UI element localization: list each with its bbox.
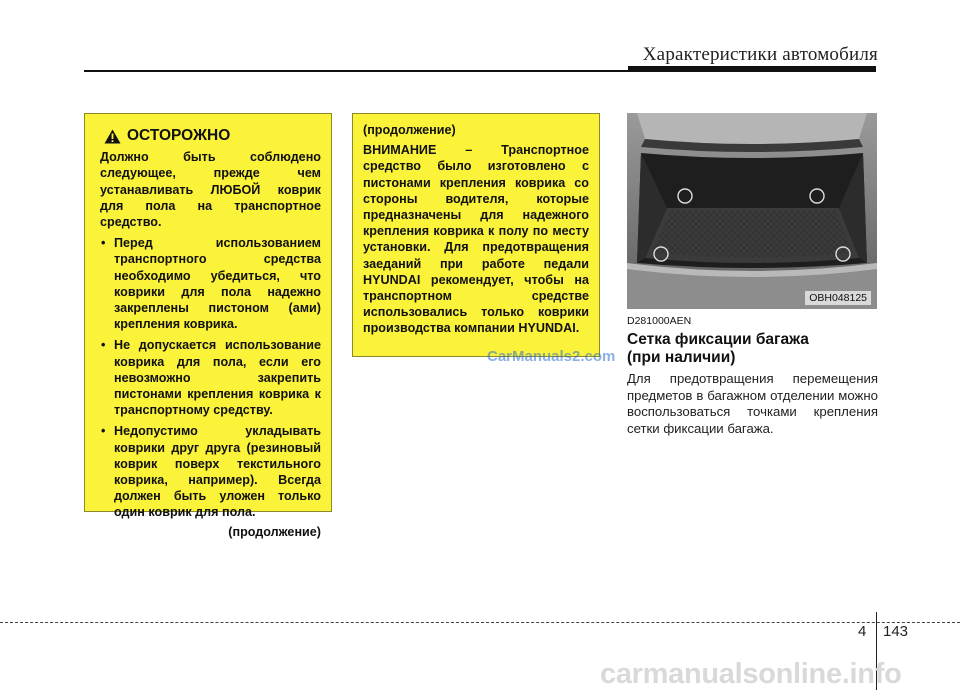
warning-triangle-icon: [104, 129, 121, 144]
section-title: [627, 331, 877, 367]
chapter-number: 4: [858, 623, 867, 640]
continued-label: (продолжение): [363, 123, 456, 137]
warning-intro-line: следующее, прежде чем: [100, 166, 321, 181]
warning-heading: [104, 128, 321, 144]
section-title-line: Сетка фиксации багажа: [627, 331, 809, 348]
warning-bullet: • Не допускается использование коврика для пола, если его невозможно закрепить пистонами крепления коврика к транспортному средству.: [100, 337, 321, 418]
warning-bullet: • Перед использованием транспортного средства необходимо убедиться, что коврики для пола надежно закреплены пистоном (ами) крепления коврика.: [100, 235, 321, 332]
continued-label: (продолжение): [228, 524, 321, 539]
trunk-cargo-net-photo: [627, 113, 877, 309]
section-title-line: (при наличии): [627, 349, 736, 366]
footer-watermark-url: carmanualsonline.info: [600, 658, 902, 690]
page-header-title: Характеристики автомобиля: [642, 44, 878, 65]
warning-intro-line: для пола на транспортное: [100, 198, 321, 213]
watermark: CarManuals2.com: [487, 348, 616, 365]
warning-intro-line: средство.: [100, 215, 162, 230]
section-body: Для предотвращения перемещения предметов в багажном отделении можно воспользоваться точками крепления сетки фиксации багажа.: [627, 371, 878, 436]
warning-box: [84, 113, 332, 539]
page-number: 143: [883, 623, 909, 640]
footer-divider: [0, 622, 960, 623]
warning-continued-text: ВНИМАНИЕ – Транспортное средство было изготовлено с пистонами крепления коврика со стороны водителя, которые предназначены для надежного крепления коврика к полу по месту установки. Для предотвращения заеданий при работе педали HYUNDAI рекомендует, чтобы на транспортном средстве использовались только коврики производства компании HYUNDAI.: [363, 143, 589, 336]
header-rule-accent: [628, 66, 876, 72]
warning-intro-line: Должно быть соблюдено: [100, 150, 321, 165]
warning-bullet: • Недопустимо укладывать коврики друг друга (резиновый коврик поверх текстильного коврика, например). Всегда должен быть уложен только один коврик для пола.: [100, 423, 321, 520]
section-code: D281000AEN: [627, 315, 692, 327]
warning-continued-box: [352, 113, 600, 357]
figure-code: OBH048125: [805, 291, 871, 305]
warning-title: ОСТОРОЖНО: [127, 127, 231, 144]
warning-intro-line: устанавливать ЛЮБОЙ коврик: [100, 182, 321, 197]
